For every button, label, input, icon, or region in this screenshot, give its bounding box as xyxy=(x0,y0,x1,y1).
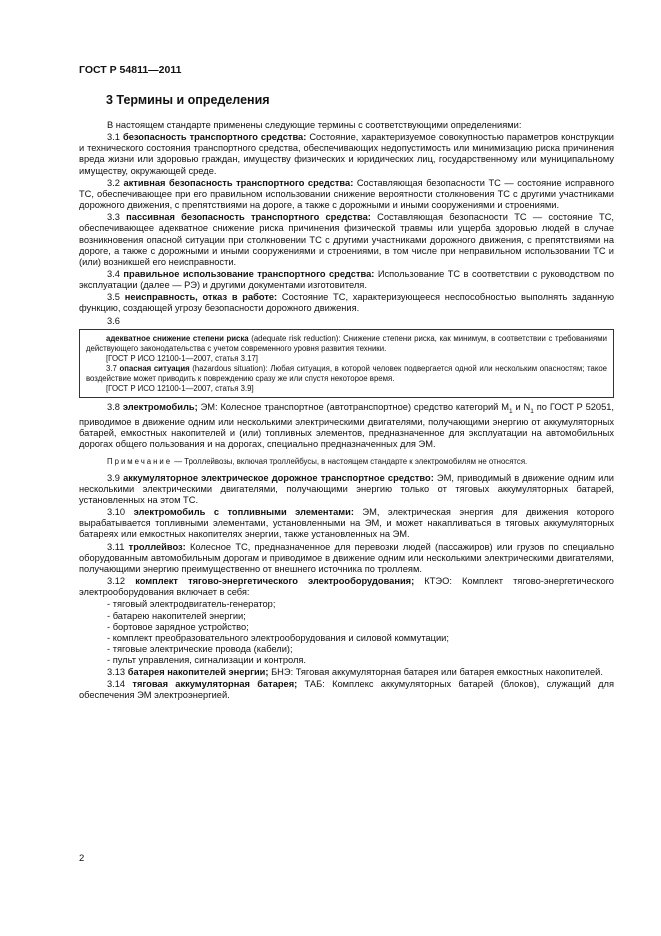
term-def-part: по ГОСТ Р 52051, приводимое в движение одним или несколькими электрическими двигателями, получающими энергию от аккумуляторных батарей, емкостных накопителей и (или) топливных элементов, предназначенное для эксплуатации на автомобильных дорогах общего пользования и на дорогах, специально предназначенных для ЭМ. xyxy=(79,401,615,449)
box-definition-2 xyxy=(86,364,607,384)
term-def-part: и N xyxy=(512,401,531,412)
section-title: 3 Термины и определения xyxy=(106,93,270,107)
term-text: Состояние ТС, характеризующееся неспособностью выполнять заданную функцию, создающей угрозу безопасности дорожного движения. xyxy=(79,292,614,314)
term-def-part: ЭМ: Колесное транспортное (автотранспортное) средство категорий М xyxy=(197,401,509,412)
term-name: троллейвоз: xyxy=(128,541,186,552)
list-item: - батарею накопителей энергии; xyxy=(107,611,614,622)
term-text: ЭМ, электрическая энергия для движения которого вырабатывается топливными элементами, установленными на ЭМ, и может накапливаться в тяговых аккумуляторных батареях или емкостных накопителях энергии, также установленных на ЭМ. xyxy=(79,507,615,540)
term-number: 3.4 xyxy=(107,268,120,279)
list-item: - тяговые электрические провода (кабели); xyxy=(107,644,614,655)
box-num-2: 3.7 xyxy=(106,363,117,373)
document-body xyxy=(79,120,614,703)
term-text: Колесное ТС, предназначенное для перевозки людей (пассажиров) или грузов по специально оборудованным автомобильным дорогам и приводимое в движение одним или несколькими электрическими двигателями, получающими энергию преимущественно от внешнего источника по троллеям. xyxy=(79,541,614,574)
term-name: аккумуляторное электрическое дорожное транспортное средство: xyxy=(123,472,434,483)
term-text: БНЭ: Тяговая аккумуляторная батарея или батарея емкостных накопителей. xyxy=(268,666,603,677)
term-definition xyxy=(79,667,614,678)
list-item: - бортовое зарядное устройство; xyxy=(107,622,614,633)
term-name: неисправность, отказ в работе: xyxy=(124,292,278,303)
kteo-components-list xyxy=(79,599,614,666)
term-text: КТЭО: Комплект тягово-энергетического электрооборудования включает в себя: xyxy=(79,576,614,598)
term-name: активная безопасность транспортного средства: xyxy=(123,177,354,188)
terms-block-3 xyxy=(79,667,614,701)
term-definition xyxy=(79,473,614,506)
term-number: 3.12 xyxy=(107,576,126,587)
box-def-2: (hazardous situation): Любая ситуация, в которой человек подвергается одной или нескольким опасностям; такое воздействие может приводить к повреждению сразу же или спустя некоторое время. xyxy=(86,363,607,383)
term-number: 3.8 xyxy=(107,401,120,412)
term-name: тяговая аккумуляторная батарея; xyxy=(132,679,298,690)
term-definition xyxy=(79,507,614,540)
term-number: 3.11 xyxy=(107,541,125,552)
terms-block-2 xyxy=(79,473,614,599)
term-definition xyxy=(79,576,614,598)
intro-paragraph: В настоящем стандарте применены следующие термины с соответствующими определениями: xyxy=(107,120,522,130)
term-number: 3.13 xyxy=(107,666,126,677)
term-definition xyxy=(79,269,614,291)
quoted-definitions-box xyxy=(79,329,614,398)
term-name: электромобиль; xyxy=(122,401,198,412)
term-definition xyxy=(79,292,614,314)
term-name: батарея накопителей энергии; xyxy=(127,666,269,677)
box-term-1: адекватное снижение степени риска xyxy=(106,333,249,343)
term-name: безопасность транспортного средства: xyxy=(122,132,307,143)
term-text: Использование ТС в соответствии с руководством по эксплуатации (далее — РЭ) и другими документами изготовителя. xyxy=(79,268,614,291)
term-name: электромобиль с топливными элементами: xyxy=(133,507,354,518)
box-def-1: (adequate risk reduction): Снижение степени риска, как минимум, в соответствии с требованиями действующего законодательства с учетом современного уровня развития техники. xyxy=(86,333,607,353)
term-text: Составляющая безопасности ТС — состояние исправного ТС, обеспечивающее при его правильном использовании снижение вероятности столкновения ТС с другими участниками дорожного движения, с препятствиями на дороге, а также с дорожными и иными сооружениями и строениями. xyxy=(79,177,614,211)
subscript: 1 xyxy=(530,407,534,415)
term-number: 3.9 xyxy=(107,472,120,483)
term-number: 3.10 xyxy=(107,507,126,518)
term-number: 3.14 xyxy=(107,679,126,690)
note-paragraph xyxy=(79,457,614,467)
term-definition xyxy=(79,178,614,211)
term-name: комплект тягово-энергетического электрооборудования; xyxy=(135,576,415,587)
list-item: - комплект преобразовательного электрооборудования и силовой коммутации; xyxy=(107,633,614,644)
terms-block-1 xyxy=(79,132,614,314)
term-number: 3.2 xyxy=(107,177,120,188)
item-3-6-number: 3.6 xyxy=(107,315,120,326)
term-name: правильное использование транспортного средства: xyxy=(123,268,375,279)
term-3-8 xyxy=(79,402,614,450)
term-text: Составляющая безопасности ТС — состояние ТС, обеспечивающее адекватное снижение риска причинения физической травмы или ущерба здоровью людей в случае возникновения опасной ситуации при столкновении ТС с другими участниками дорожного движения, с препятствиями на дороге, а также с дорожными и иными сооружениями и строениями, в том числе при неправильном использовании ТС и (или) возникшей его неисправности. xyxy=(79,212,614,267)
subscript: 1 xyxy=(509,407,513,415)
term-number: 3.1 xyxy=(107,132,120,143)
term-definition xyxy=(79,132,614,176)
term-definition xyxy=(79,679,614,701)
note-text: — Троллейвозы, включая троллейбусы, в настоящем стандарте к электромобилям не относятся. xyxy=(172,457,528,467)
list-item: - пульт управления, сигнализации и контроля. xyxy=(107,655,614,666)
page-number: 2 xyxy=(79,853,85,864)
term-text: ТАБ: Комплекс аккумуляторных батарей (блоков), служащий для обеспечения ЭМ электроэнергией. xyxy=(79,679,614,701)
list-item: - тяговый электродвигатель-генератор; xyxy=(107,599,614,610)
term-definition xyxy=(79,212,614,267)
document-header: ГОСТ Р 54811—2011 xyxy=(79,64,182,76)
term-name: пассивная безопасность транспортного средства: xyxy=(126,212,371,223)
term-number: 3.3 xyxy=(107,212,120,223)
term-text: Состояние, характеризуемое совокупностью параметров конструкции и технического состояния транспортного средства, обеспечивающих недопустимость или минимизацию риска причинения вреда жизни или здоровью граждан, имуществу физических и юридических лиц, государственному или муниципальному имуществу, окружающей среде. xyxy=(79,132,614,176)
box-reference-2: [ГОСТ Р ИСО 12100-1—2007, статья 3.9] xyxy=(106,383,254,393)
box-term-2: опасная ситуация xyxy=(119,363,190,373)
box-reference-1: [ГОСТ Р ИСО 12100-1—2007, статья 3.17] xyxy=(106,353,258,363)
box-definition-1 xyxy=(86,334,607,354)
term-number: 3.5 xyxy=(107,292,120,303)
term-definition xyxy=(79,542,614,575)
term-text: ЭМ, приводимый в движение одним или несколькими электрическими двигателями, получающими энергию только от тяговых аккумуляторных батарей, установленных на этом ТС. xyxy=(79,472,614,505)
note-label: Примечание xyxy=(107,457,173,467)
